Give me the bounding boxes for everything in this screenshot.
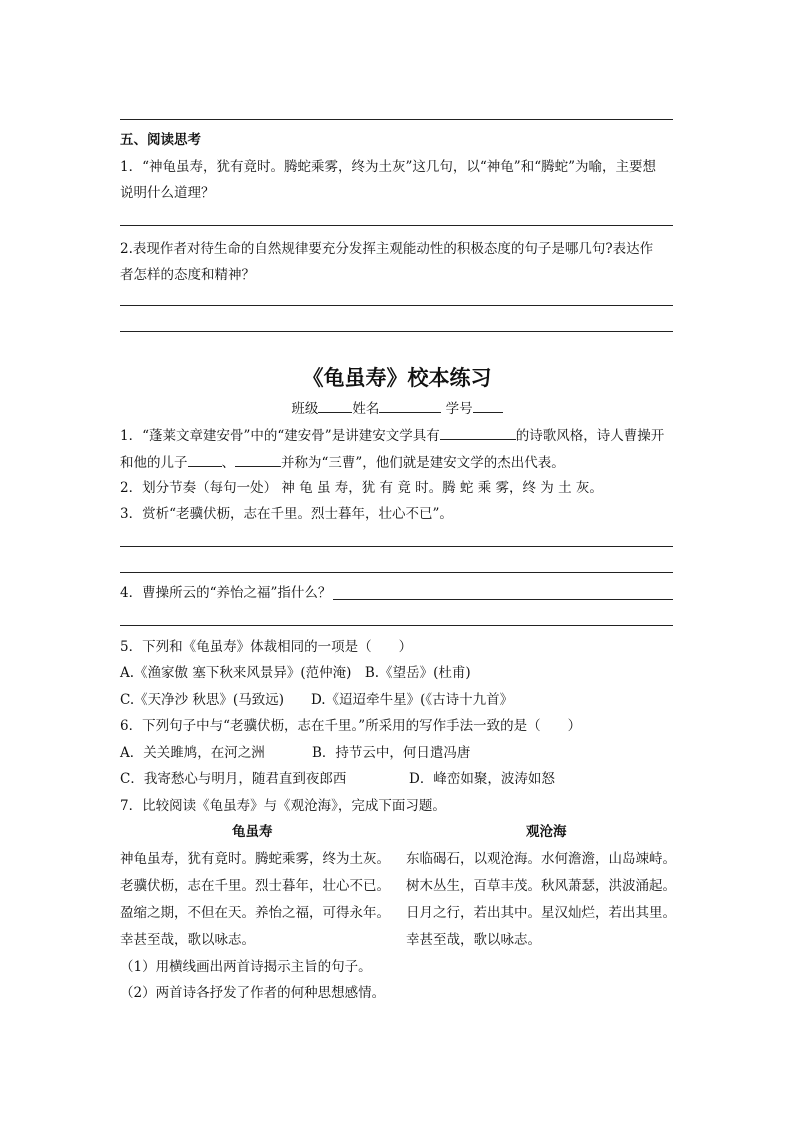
poem-left-line: 盈缩之期，不但在天。养怡之福，可得永年。 — [120, 905, 390, 921]
class-blank — [318, 398, 352, 413]
separator-line — [120, 119, 673, 120]
section-heading: 五、阅读思考 — [120, 132, 201, 148]
ex-q1-text-b: 的诗歌风格，诗人曹操开 — [515, 428, 665, 444]
ex-q1-text-e: 并称为“三曹”，他们就是建安文学的杰出代表。 — [281, 455, 565, 471]
question-2-line-2: 者怎样的态度和精神？ — [120, 267, 255, 283]
poem-right-line: 树木丛生，百草丰茂。秋风萧瑟，洪波涌起。 — [406, 878, 676, 894]
ex-q6-option-b: B．持节云中，何日遣冯唐 — [312, 745, 471, 761]
id-label: 学号 — [445, 401, 473, 417]
ex-q6-option-d: D．峰峦如聚，波涛如怒 — [409, 771, 555, 787]
ex-q1-text-a: 1．“蓬莱文章建安骨”中的“建安骨”是讲建安文学具有 — [120, 428, 440, 444]
question-1-line-1: 1．“神龟虽寿，犹有竟时。腾蛇乘雾，终为土灰”这几句，以“神龟”和“腾蛇”为喻，主要想 — [120, 159, 656, 175]
class-label: 班级 — [291, 401, 319, 417]
student-info-row — [0, 398, 794, 418]
poem-left-line: 幸甚至哉，歌以咏志。 — [120, 932, 255, 948]
ex-q1-text-c: 和他的儿子 — [120, 455, 188, 471]
poem-left-line: 神龟虽寿，犹有竟时。腾蛇乘雾，终为土灰。 — [120, 851, 390, 867]
poem-right-line: 日月之行，若出其中。星汉灿烂，若出其里。 — [406, 905, 676, 921]
ex-question-7: 7．比较阅读《龟虽寿》与《观沧海》，完成下面习题。 — [120, 798, 446, 814]
poem-left-line: 老骥伏枥，志在千里。烈士暮年，壮心不已。 — [120, 878, 390, 894]
ex-q6-option-c: C．我寄愁心与明月，随君直到夜郎西 — [120, 771, 347, 787]
id-blank — [473, 398, 503, 413]
poem-right-line: 东临碣石，以观沧海。水何澹澹，山岛竦峙。 — [406, 851, 676, 867]
ex-q6-option-a: A．关关雎鸠，在河之洲 — [120, 745, 265, 761]
exercise-title: 《龟虽寿》校本练习 — [302, 365, 492, 390]
ex-q7-sub-2: （2）两首诗各抒发了作者的何种思想感情。 — [120, 985, 386, 1001]
ex-q1-blank-1 — [440, 425, 516, 440]
poem-right-title: 观沧海 — [526, 824, 567, 840]
ex-question-6: 6．下列句子中与“老骥伏枥，志在千里。”所采用的写作手法一致的是（ ） — [120, 718, 582, 734]
answer-line — [333, 599, 673, 600]
ex-q7-sub-1: （1）用横线画出两首诗揭示主旨的句子。 — [120, 959, 372, 975]
ex-q1-blank-3 — [235, 452, 281, 467]
ex-q5-options-ab: A.《渔家傲 塞下秋来风景异》(范仲淹) B.《望岳》(杜甫) — [120, 665, 471, 681]
name-label: 姓名 — [352, 401, 380, 417]
question-1-line-2: 说明什么道理？ — [120, 185, 215, 201]
ex-question-2: 2．划分节奏（每句一处） 神 龟 虽 寿，犹 有 竟 时。腾 蛇 乘 雾，终 为 土 灰。 — [120, 480, 603, 496]
ex-question-1-line-1 — [120, 425, 664, 445]
ex-question-3: 3．赏析“老骥伏枥，志在千里。烈士暮年，壮心不已”。 — [120, 506, 453, 522]
ex-question-5: 5．下列和《龟虽寿》体裁相同的一项是（ ） — [120, 639, 413, 655]
answer-line — [120, 572, 673, 573]
ex-question-4: 4．曹操所云的“养怡之福”指什么？ — [120, 585, 332, 601]
ex-q5-options-cd: C.《天净沙 秋思》(马致远) D.《迢迢牵牛星》(《古诗十九首》 — [120, 692, 514, 708]
ex-q1-text-d: 、 — [221, 455, 235, 471]
answer-line — [120, 331, 673, 332]
answer-line — [120, 305, 673, 306]
name-blank — [379, 398, 441, 413]
ex-q1-blank-2 — [188, 452, 222, 467]
poem-right-line: 幸甚至哉，歌以咏志。 — [406, 932, 541, 948]
question-2-line-1: 2.表现作者对待生命的自然规律要充分发挥主观能动性的积极态度的句子是哪几句?表达作 — [120, 241, 654, 257]
poem-left-title: 龟虽寿 — [232, 824, 273, 840]
ex-question-1-line-2 — [120, 452, 565, 472]
answer-line — [120, 625, 673, 626]
answer-line — [120, 225, 673, 226]
answer-line — [120, 546, 673, 547]
